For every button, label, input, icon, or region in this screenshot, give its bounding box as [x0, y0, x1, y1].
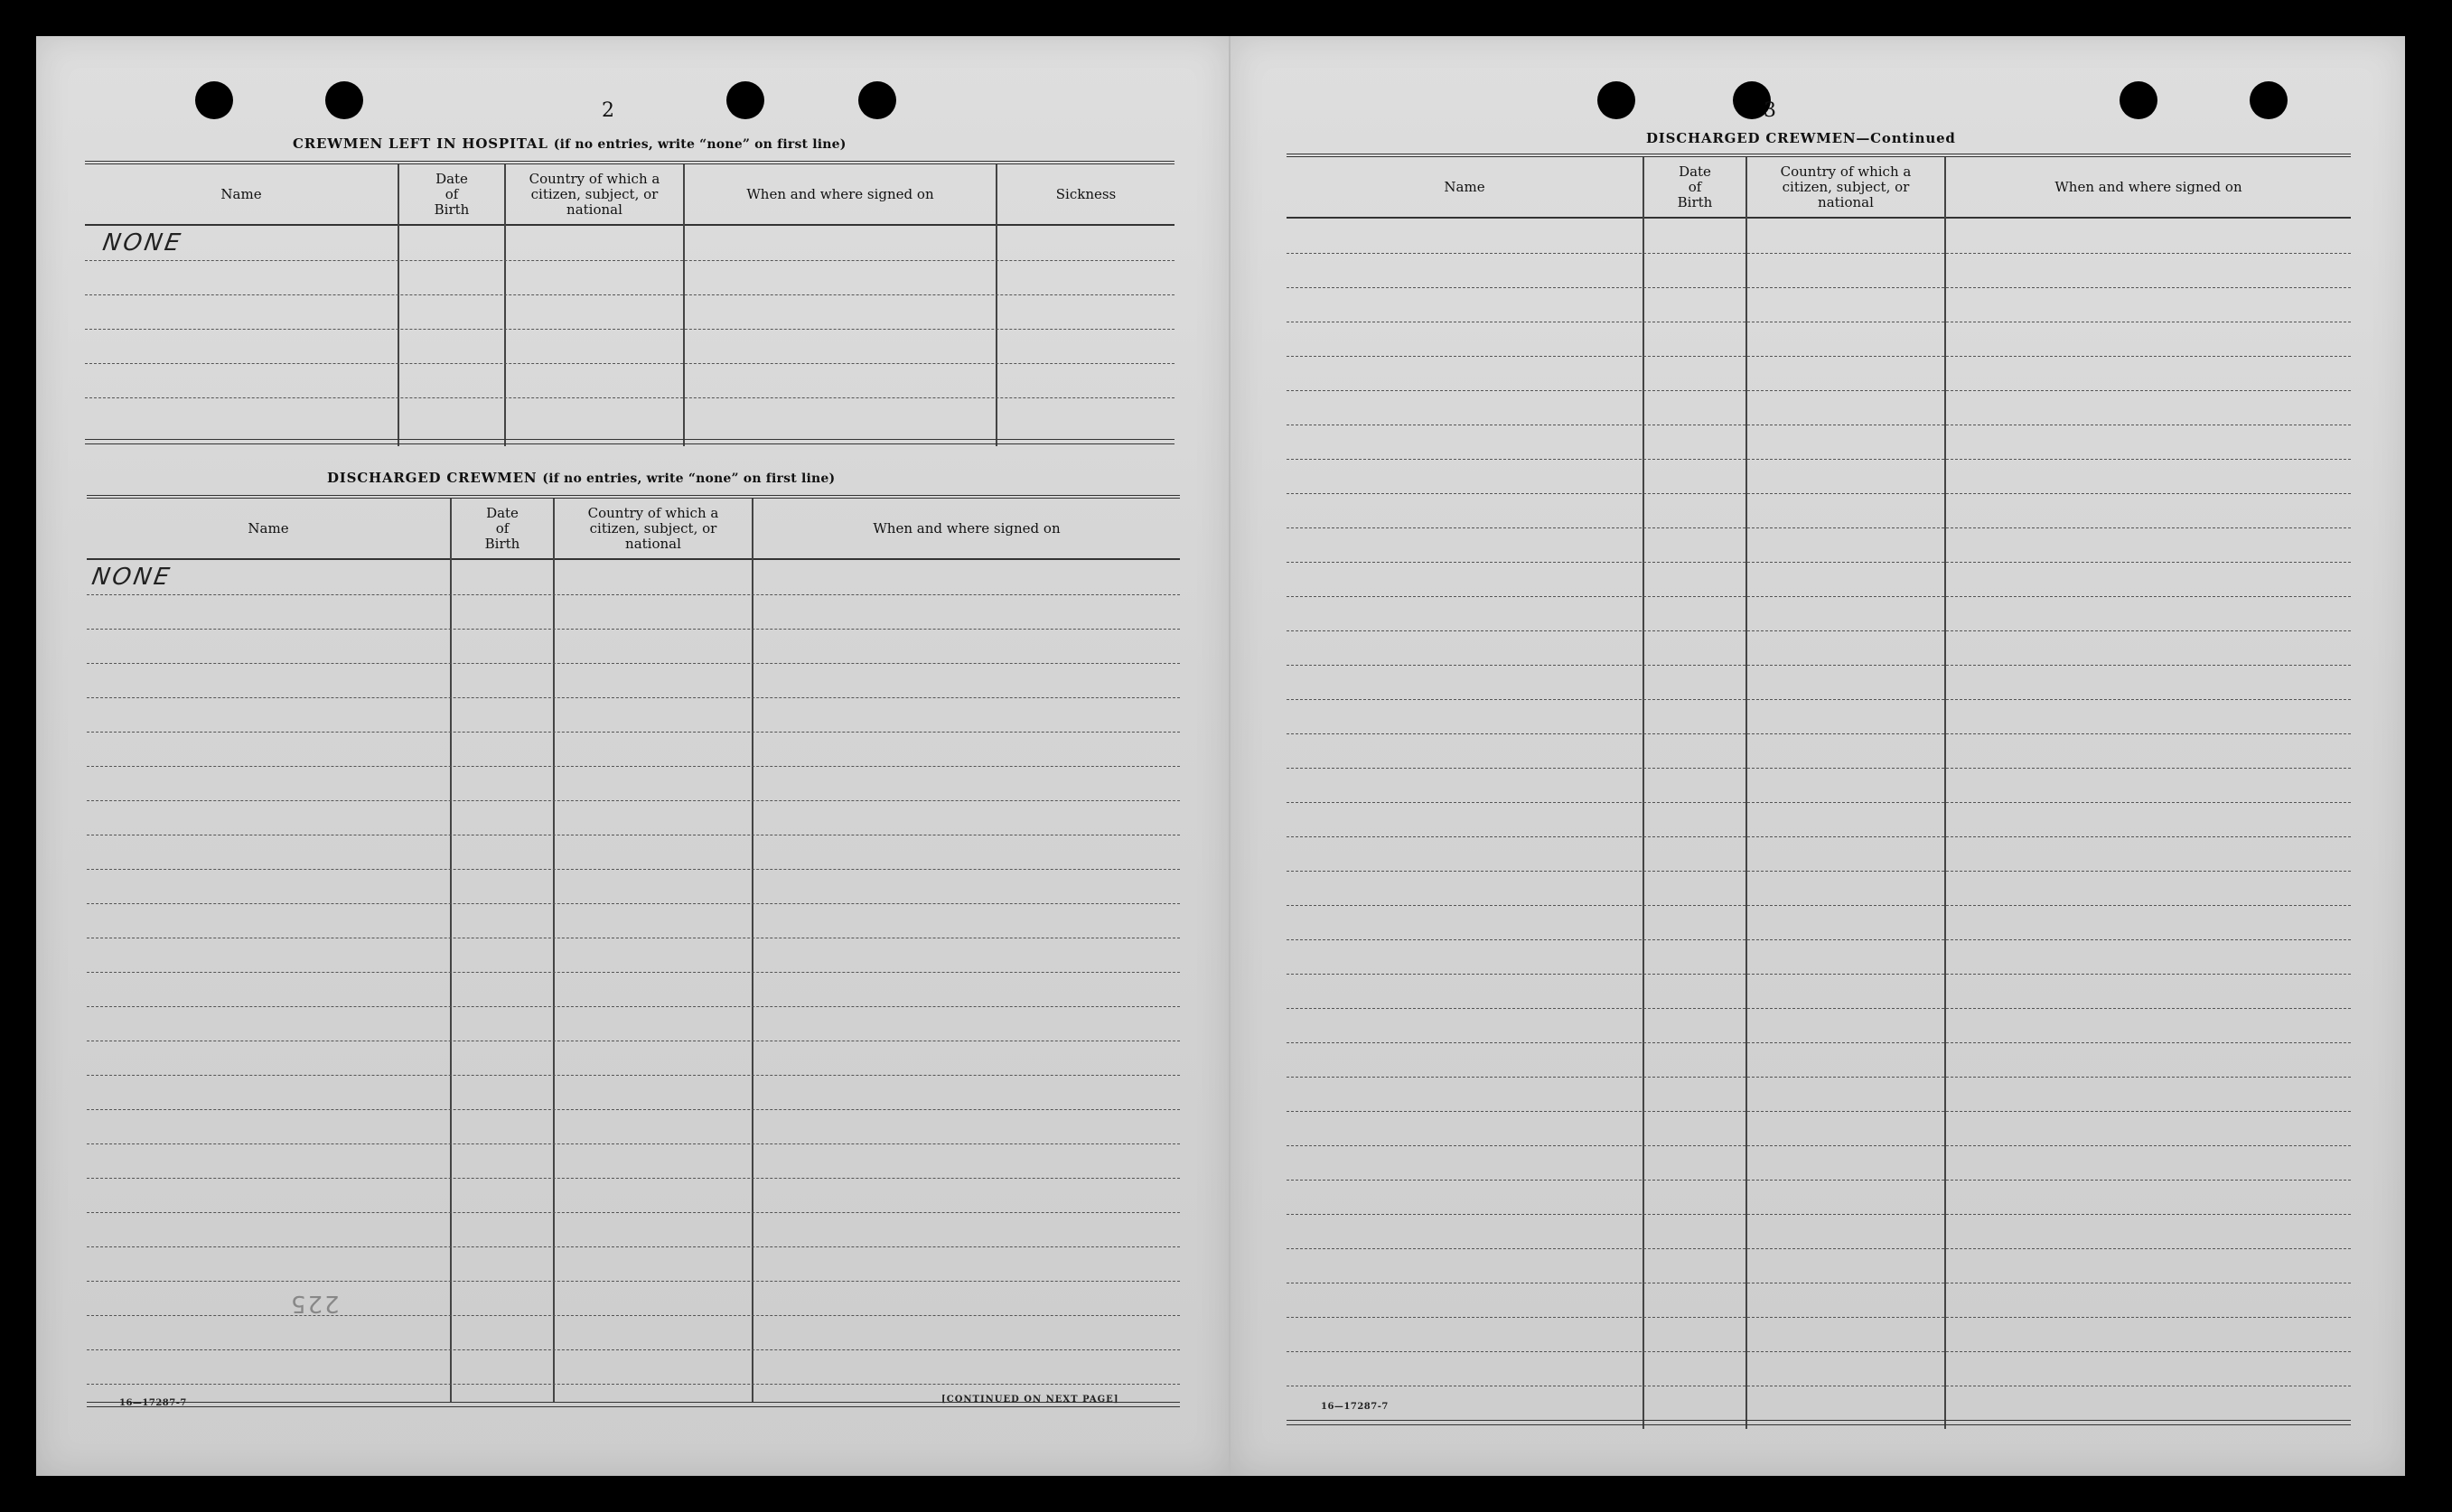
entry-line [87, 1384, 1180, 1385]
punch-hole [726, 81, 764, 119]
column-divider [1642, 157, 1644, 1429]
column-header-signed-on: When and where signed on [873, 519, 1061, 537]
entry-line [1287, 253, 2351, 254]
entry-line [1287, 1248, 2351, 1249]
entry-line [87, 903, 1180, 904]
entry-line [87, 697, 1180, 698]
form-code: 16—17287-7 [1321, 1402, 1389, 1412]
page-number: 2 [602, 99, 614, 122]
entry-line [87, 1109, 1180, 1110]
entry-line [1287, 905, 2351, 906]
entry-line [1287, 1317, 2351, 1318]
entry-line [85, 260, 1175, 261]
punch-hole [2120, 81, 2157, 119]
entry-line [1287, 665, 2351, 666]
entry-line [1287, 1111, 2351, 1112]
entry-line [85, 294, 1175, 295]
hospital-title-note: (if no entries, write “none” on first line) [553, 137, 847, 152]
entry-line [87, 1143, 1180, 1144]
entry-line [1287, 939, 2351, 940]
entry-line [87, 663, 1180, 664]
entry-line [1287, 459, 2351, 460]
discharged-continued-header [1287, 157, 2351, 219]
entry-line [87, 1281, 1180, 1282]
column-divider [996, 164, 997, 446]
column-header-signed-on: When and where signed on [746, 185, 934, 202]
entry-line [87, 766, 1180, 767]
column-divider [752, 499, 753, 1402]
column-divider [1745, 157, 1747, 1429]
entry-line [1287, 974, 2351, 975]
page-number: 3 [1764, 99, 1776, 122]
entry-line [1287, 1008, 2351, 1009]
entry-line [87, 1349, 1180, 1350]
column-header-name: Name [220, 185, 262, 202]
entry-line [1287, 562, 2351, 563]
form-code: 16—17287-7 [119, 1398, 187, 1408]
entry-line [1287, 768, 2351, 769]
entry-line [1287, 493, 2351, 494]
entry-line [1287, 1351, 2351, 1352]
punch-hole [195, 81, 233, 119]
entry-line [85, 363, 1175, 364]
table-bottom-rule [1287, 1420, 2351, 1425]
entry-line [1287, 871, 2351, 872]
column-header-name: Name [1444, 178, 1485, 195]
entry-line [1287, 630, 2351, 631]
discharged-table-header [87, 499, 1180, 560]
table-bottom-rule [85, 439, 1175, 444]
column-divider [504, 164, 506, 446]
column-header-name: Name [248, 519, 289, 537]
hospital-title-text: CREWMEN LEFT IN HOSPITAL [293, 135, 548, 152]
entry-line [1287, 1145, 2351, 1146]
discharged-section-title [327, 470, 835, 486]
column-header-country: Country of which a citizen, subject, or national [529, 170, 660, 218]
entry-line [1287, 802, 2351, 803]
right-page [1229, 36, 2405, 1476]
punch-hole [325, 81, 363, 119]
column-header-date-of-birth: Date of Birth [1677, 163, 1713, 210]
hospital-table-header [85, 164, 1175, 226]
entry-line [87, 972, 1180, 973]
discharged-entry-none: NONE [89, 564, 174, 591]
entry-line [1287, 356, 2351, 357]
faint-stamp: 225 [289, 1290, 340, 1317]
entry-line [1287, 596, 2351, 597]
continued-note: [CONTINUED ON NEXT PAGE] [941, 1395, 1119, 1405]
column-header-signed-on: When and where signed on [2054, 178, 2242, 195]
column-header-date-of-birth: Date of Birth [434, 170, 470, 218]
column-divider [553, 499, 555, 1402]
column-divider [1944, 157, 1946, 1429]
column-header-country: Country of which a citizen, subject, or national [587, 504, 719, 552]
entry-line [87, 869, 1180, 870]
hospital-table [85, 161, 1175, 446]
entry-line [1287, 390, 2351, 391]
column-header-sickness: Sickness [1055, 185, 1117, 202]
entry-line [1287, 836, 2351, 837]
discharged-title-note: (if no entries, write “none” on first line) [542, 471, 836, 486]
entry-line [87, 800, 1180, 801]
column-header-country: Country of which a citizen, subject, or national [1780, 163, 1912, 210]
entry-line [1287, 1214, 2351, 1215]
punch-hole [858, 81, 896, 119]
discharged-continued-title: DISCHARGED CREWMEN—Continued [1646, 130, 1956, 146]
column-divider [450, 499, 452, 1402]
entry-line [1287, 1180, 2351, 1181]
entry-line [1287, 1077, 2351, 1078]
discharged-table [87, 495, 1180, 1402]
entry-line [85, 329, 1175, 330]
entry-line [87, 1075, 1180, 1076]
left-page [36, 36, 1229, 1476]
entry-line [87, 594, 1180, 595]
discharged-title-text: DISCHARGED CREWMEN [327, 470, 538, 486]
entry-line [87, 732, 1180, 733]
entry-line [1287, 287, 2351, 288]
entry-line [87, 1178, 1180, 1179]
hospital-entry-none: NONE [100, 229, 185, 257]
column-divider [683, 164, 685, 446]
punch-hole [1597, 81, 1635, 119]
entry-line [87, 629, 1180, 630]
hospital-section-title [293, 135, 847, 152]
entry-line [85, 397, 1175, 398]
entry-line [1287, 527, 2351, 528]
entry-line [1287, 699, 2351, 700]
entry-line [87, 1212, 1180, 1213]
entry-line [87, 1315, 1180, 1316]
discharged-continued-table [1287, 154, 2351, 1429]
column-header-date-of-birth: Date of Birth [484, 504, 520, 552]
entry-line [1287, 1042, 2351, 1043]
punch-hole [2250, 81, 2288, 119]
entry-line [87, 1246, 1180, 1247]
entry-line [1287, 733, 2351, 734]
column-divider [398, 164, 399, 446]
entry-line [87, 1006, 1180, 1007]
